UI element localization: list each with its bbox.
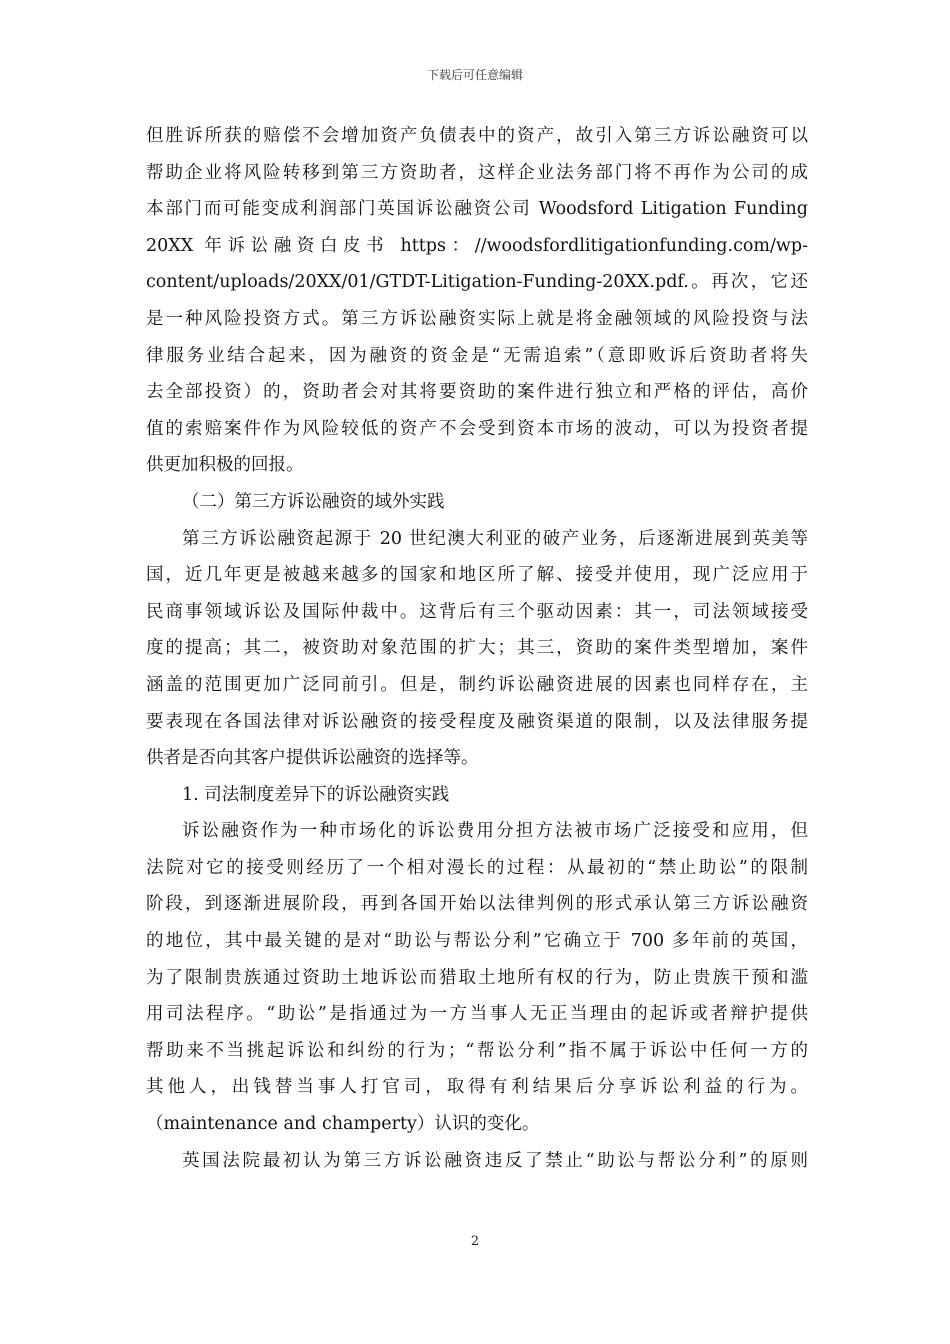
text-line: 律服务业结合起来，因为融资的资金是“无需追索”（意即败诉后资助者将失 — [146, 345, 808, 366]
subsection-heading: 1. 司法制度差异下的诉讼融资实践 — [182, 784, 450, 805]
text-line: 用司法程序。“助讼”是指通过为一方当事人无正当理由的起诉或者辩护提供 — [146, 1004, 808, 1025]
text-line: 本部门而可能变成利润部门英国诉讼融资公司 Woodsford Litigation Funding — [146, 199, 808, 220]
text-line: 第三方诉讼融资起源于 20 世纪澳大利亚的破产业务，后逐渐进展到英美等 — [182, 528, 808, 549]
text-line: 为了限制贵族通过资助土地诉讼而猎取土地所有权的行为，防止贵族干预和滥 — [146, 967, 808, 988]
text-line: 是一种风险投资方式。第三方诉讼融资实际上就是将金融领域的风险投资与法 — [146, 308, 808, 329]
text-line: 的地位，其中最关键的是对“助讼与帮讼分利”它确立于 700 多年前的英国， — [146, 931, 808, 952]
text-line: （maintenance and champerty）认识的变化。 — [146, 1114, 540, 1135]
section-heading: （二）第三方诉讼融资的域外实践 — [182, 491, 445, 512]
text-line: 涵盖的范围更加广泛同前引。但是，制约诉讼融资进展的因素也同样存在，主 — [146, 674, 808, 695]
text-line: 民商事领域诉讼及国际仲裁中。这背后有三个驱动因素：其一，司法领域接受 — [146, 601, 808, 622]
text-line: 帮助企业将风险转移到第三方资助者，这样企业法务部门将不再作为公司的成 — [146, 162, 808, 183]
text-line: 度的提高；其二，被资助对象范围的扩大；其三，资助的案件类型增加，案件 — [146, 638, 808, 659]
text-line: 阶段，到逐渐进展阶段，再到各国开始以法律判例的形式承认第三方诉讼融资 — [146, 894, 808, 915]
text-line: 帮助来不当挑起诉讼和纠纷的行为；“帮讼分利”指不属于诉讼中任何一方的 — [146, 1040, 808, 1061]
text-line: 去全部投资）的，资助者会对其将要资助的案件进行独立和严格的评估，高价 — [146, 382, 808, 403]
text-line: 供者是否向其客户提供诉讼融资的选择等。 — [146, 748, 479, 769]
text-line: 诉讼融资作为一种市场化的诉讼费用分担方法被市场广泛接受和应用，但 — [182, 821, 808, 842]
text-line: content/uploads/20XX/01/GTDT-Litigation-Funding-20XX.pdf.。再次，它还 — [146, 272, 808, 293]
text-line: 要表现在各国法律对诉讼融资的接受程度及融资渠道的限制，以及法律服务提 — [146, 711, 808, 732]
text-line: 法院对它的接受则经历了一个相对漫长的过程：从最初的“禁止助讼”的限制 — [146, 857, 808, 878]
text-line: 英国法院最初认为第三方诉讼融资违反了禁止“助讼与帮讼分利”的原则 — [182, 1150, 808, 1171]
page-number: 2 — [470, 1234, 480, 1249]
text-line: 供更加积极的回报。 — [146, 455, 304, 476]
page-header: 下载后可任意编辑 — [426, 68, 523, 82]
body-text — [146, 118, 808, 1179]
text-line: 但胜诉所获的赔偿不会增加资产负债表中的资产，故引入第三方诉讼融资可以 — [146, 126, 808, 146]
text-line: 值的索赔案件作为风险较低的资产不会受到资本市场的波动，可以为投资者提 — [146, 418, 808, 439]
text-line: 国，近几年更是被越来越多的国家和地区所了解、接受并使用，现广泛应用于 — [146, 565, 808, 586]
text-line: 20XX 年诉讼融资白皮书 https：//woodsfordlitigationfunding.com/wp- — [146, 235, 808, 256]
text-line: 其他人，出钱替当事人打官司，取得有利结果后分享诉讼利益的行为。 — [146, 1077, 808, 1098]
